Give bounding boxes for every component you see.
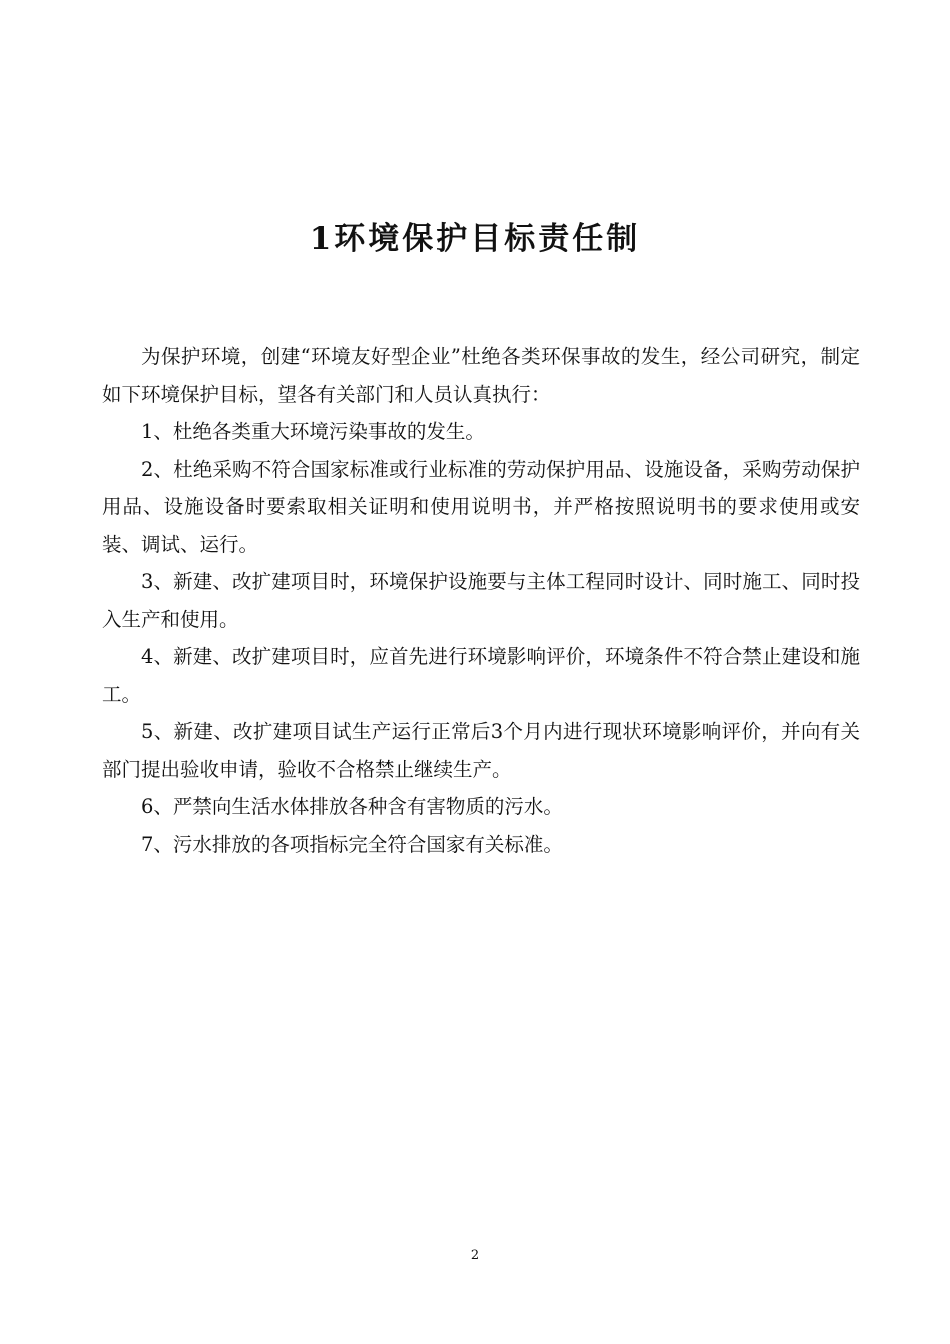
rule-item-1: 1、杜绝各类重大环境污染事故的发生。	[141, 420, 485, 443]
rule-item-4: 4、新建、改扩建项目时，应首先进行环境影响评价，环境条件不符合禁止建设和施工。	[102, 645, 860, 706]
page-number: 2	[470, 1248, 480, 1263]
rule-item-3: 3、新建、改扩建项目时，环境保护设施要与主体工程同时设计、同时施工、同时投入生产和使用。	[102, 570, 860, 631]
rule-item-6: 6、严禁向生活水体排放各种含有害物质的污水。	[141, 795, 563, 818]
document-title: 1环境保护目标责任制	[309, 221, 641, 257]
document-body	[102, 338, 860, 863]
intro-paragraph: 为保护环境，创建“环境友好型企业”杜绝各类环保事故的发生，经公司研究，制定如下环境保护目标，望各有关部门和人员认真执行：	[102, 345, 860, 406]
rule-item-7: 7、污水排放的各项指标完全符合国家有关标准。	[141, 832, 563, 856]
rule-item-5: 5、新建、改扩建项目试生产运行正常后3个月内进行现状环境影响评价，并向有关部门提出验收申请，验收不合格禁止继续生产。	[102, 720, 860, 781]
rule-item-2: 2、杜绝采购不符合国家标准或行业标准的劳动保护用品、设施设备，采购劳动保护用品、设施设备时要索取相关证明和使用说明书，并严格按照说明书的要求使用或安装、调试、运行。	[102, 457, 860, 556]
